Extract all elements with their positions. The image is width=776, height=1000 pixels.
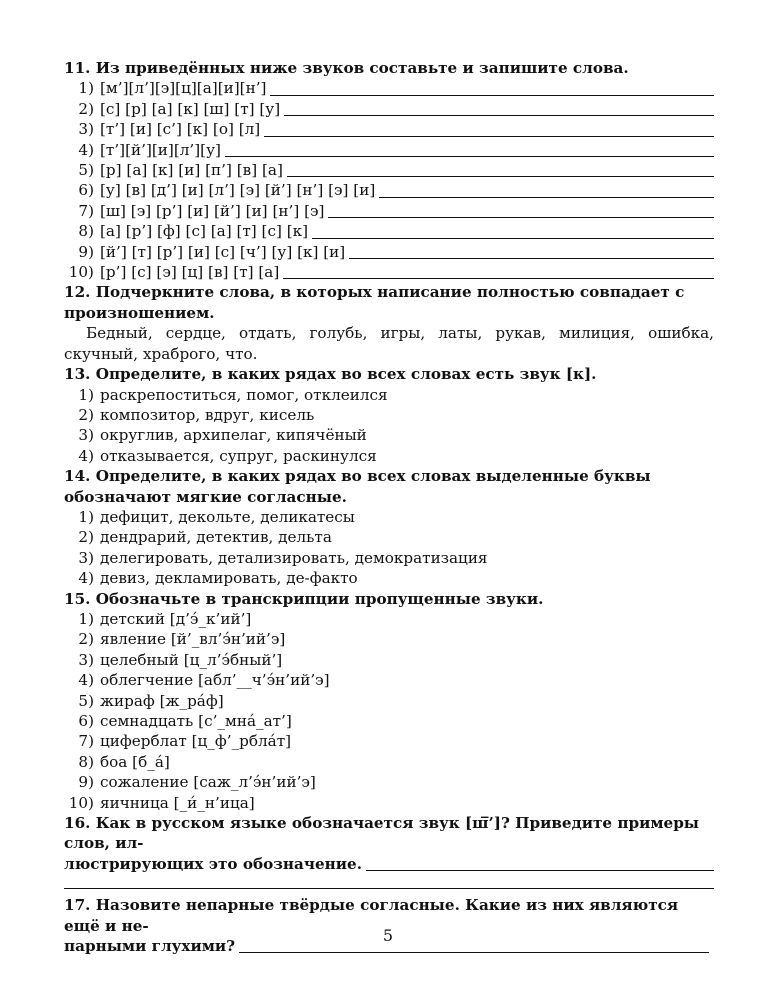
sound-sequence: [у] [в] [д’] [и] [л’] [э] [й’] [н’] [э] [и] [100,181,376,200]
list-item: 1) детский [д’э́_к’ий’] [78,609,252,628]
list-item: 9) сожаление [саж_л’э́н’ий’э] [78,773,316,792]
list-item: 4) облегчение [абл’__ч’э́н’ий’э] [78,671,330,690]
sound-sequence: [ш] [э] [р’] [и] [й’] [и] [н’] [э] [100,201,325,220]
list-item: 1) раскрепоститься, помог, отклеился [78,385,388,404]
list-item: 2) дендрарий, детектив, дельта [78,528,332,547]
list-item: 3) [т’] [и] [с’] [к] [о] [л] [64,119,714,139]
list-item: 6) семнадцать [с’_мна́_ат’] [78,712,292,730]
question-12-text: Бедный, сердце, отдать, голубь, игры, латы, рукав, милиция, ошибка, скучный, храброго, что. [64,324,714,363]
sound-sequence: [с] [р] [а] [к] [ш] [т] [у] [100,99,281,118]
list-item: 3) округлив, архипелаг, кипячёный [78,426,367,445]
answer-line[interactable] [379,183,714,198]
list-item: 2) композитор, вдруг, кисель [78,405,315,424]
sound-sequence: [р] [а] [к] [и] [п’] [в] [а] [100,161,283,180]
list-item: 2) явление [й’_вл’э́н’ий’э] [78,630,286,649]
question-13-title: 13. Определите, в каких рядах во всех словах есть звук [к]. [64,365,597,384]
question-16-line2: люстрирующих это обозначение. [64,854,363,873]
page-number: 5 [382,926,394,945]
answer-line[interactable] [283,264,714,279]
list-item: 7) [ш] [э] [р’] [и] [й’] [и] [н’] [э] [64,201,714,221]
question-16-line1: 16. Как в русском языке обозначается звук [ш̅’]? Приведите примеры слов, ил- [64,814,700,853]
answer-line[interactable] [264,122,714,137]
question-16-answer-row [64,854,714,874]
list-item: 10) [р’] [с] [э] [ц] [в] [т] [а] [64,262,714,282]
question-14-items [64,507,714,589]
answer-line[interactable] [328,203,714,218]
list-item: 7) циферблат [ц_ф’_рбла́т] [78,732,292,751]
question-15-items [64,609,714,813]
sound-sequence: [р’] [с] [э] [ц] [в] [т] [а] [100,263,280,282]
list-item: 2) [с] [р] [а] [к] [ш] [т] [у] [64,99,714,119]
question-15-title: 15. Обозначьте в транскрипции пропущенные звуки. [64,589,544,608]
question-11-items [64,78,714,282]
question-17-line2: парными глухими? [64,937,236,956]
sound-sequence: [т’] [и] [с’] [к] [о] [л] [100,120,261,139]
list-item: 4) девиз, декламировать, де-факто [78,569,358,588]
list-item: 5) жираф [ж_ра́ф] [78,691,224,710]
list-item: 9) [й’] [т] [р’] [и] [с] [ч’] [у] [к] [и] [64,242,714,262]
sound-sequence: [т’][й’][и][л’][у] [100,140,221,159]
question-13-items [64,385,714,467]
worksheet-page [64,58,714,956]
list-item: 3) делегировать, детализировать, демократизация [78,548,488,567]
list-item: 4) [т’][й’][и][л’][у] [64,140,714,160]
sound-sequence: [м’][л’][э][ц][а][и][н’] [100,79,267,98]
question-14-title: 14. Определите, в каких рядах во всех словах выделенные буквы обозначают мягкие согласные. [64,467,651,506]
answer-line[interactable] [287,162,714,177]
list-item: 6) [у] [в] [д’] [и] [л’] [э] [й’] [н’] [э] [и] [64,180,714,200]
answer-line[interactable] [64,874,714,889]
list-item: 1) дефицит, декольте, деликатесы [78,507,355,526]
question-12-title: 12. Подчеркните слова, в которых написание полностью совпадает с произношением. [64,283,685,322]
sound-sequence: [а] [р’] [ф] [с] [а] [т] [с] [к] [100,222,309,241]
question-11-title: 11. Из приведённых ниже звуков составьте и запишите слова. [64,59,629,77]
answer-line[interactable] [284,101,714,116]
question-17-line1: 17. Назовите непарные твёрдые согласные. Какие из них являются ещё и не- [64,896,679,935]
list-item: 1) [м’][л’][э][ц][а][и][н’] [64,78,714,98]
list-item: 10) яичница [_и́_н’ица] [68,793,255,812]
answer-line[interactable] [366,856,714,871]
list-item: 3) целебный [ц_л’э́бный’] [78,650,283,669]
answer-line[interactable] [270,81,714,96]
list-item: 5) [р] [а] [к] [и] [п’] [в] [а] [64,160,714,180]
list-item: 8) [а] [р’] [ф] [с] [а] [т] [с] [к] [64,221,714,241]
answer-line[interactable] [349,244,714,259]
list-item: 8) боа [б_а́] [78,752,170,771]
answer-line[interactable] [312,224,714,239]
answer-line[interactable] [225,142,714,157]
list-item: 4) отказывается, супруг, раскинулся [78,446,377,465]
sound-sequence: [й’] [т] [р’] [и] [с] [ч’] [у] [к] [и] [100,242,346,261]
